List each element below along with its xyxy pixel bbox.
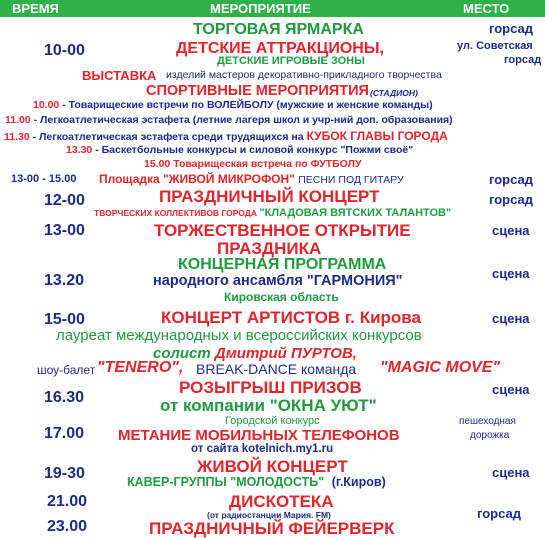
- relay-workers-text: - Легкоатлетическая эстафета среди трудящихся на: [32, 131, 304, 143]
- kids-time: 10-00: [44, 42, 85, 59]
- harm-subtitle: народного ансамбля "ГАРМОНИЯ": [153, 273, 403, 289]
- prize-title: РОЗЫГРЫШ ПРИЗОВ: [179, 378, 362, 397]
- art-soloist-name: Дмитрий ПУРТОВ,: [214, 345, 357, 362]
- mic-place: горсад: [489, 172, 533, 187]
- fireworks-title: ПРАЗДНИЧНЫЙ ФЕЙЕРВЕРК: [149, 519, 395, 538]
- disco-title: ДИСКОТЕКА: [229, 492, 334, 511]
- sport-title: СПОРТИВНЫЕ МЕРОПРИЯТИЯ: [146, 83, 369, 99]
- live-sub: [127, 476, 386, 489]
- live-band: КАВЕР-ГРУППЫ "МОЛОДОСТЬ": [127, 475, 325, 489]
- basketball-text: - Баскетбольные конкурсы и силовой конкурс "Пожми своё": [95, 144, 414, 156]
- art-soloist: [153, 346, 357, 361]
- mic-row: [99, 173, 404, 186]
- mic-title: Площадка "ЖИВОЙ МИКРОФОН": [99, 172, 295, 186]
- fair-place: горсад: [489, 21, 533, 36]
- art-magic: "MAGIC MOVE": [380, 359, 501, 376]
- phone-site: от сайта kotelnich.my1.ru: [191, 443, 334, 455]
- relay-camps-time: 11.00: [5, 114, 31, 126]
- disco-subtitle: (от радиостанции Мария. FM): [207, 510, 331, 520]
- volleyball-text: - Товарищеские встречи по ВОЛЕЙБОЛУ (мужские и женские команды): [62, 99, 433, 111]
- harm-place: сцена: [492, 266, 530, 281]
- art-place: сцена: [492, 311, 530, 326]
- fest-sub-collectives: ТВОРЧЕСКИХ КОЛЛЕКТИВОВ ГОРОДА: [94, 208, 258, 218]
- phone-title: МЕТАНИЕ МОБИЛЬНЫХ ТЕЛЕФОНОВ: [118, 427, 400, 444]
- basketball-time: 13.30: [66, 144, 93, 156]
- art-time: 15-00: [44, 311, 85, 328]
- open-title-line1: ТОРЖЕСТВЕННОЕ ОТКРЫТИЕ: [154, 221, 411, 240]
- phone-contest-label: Городской конкурс: [225, 415, 320, 427]
- prize-place: сцена: [492, 382, 530, 397]
- live-time: 19-30: [44, 465, 85, 482]
- football-text: Товарищеская встреча по ФУТБОЛУ: [173, 158, 362, 170]
- fair-title: ТОРГОВАЯ ЯРМАРКА: [193, 21, 364, 38]
- live-city: (г.Киров): [331, 475, 386, 489]
- relay-camps-text: - Легкоатлетическая эстафета (летние лагеря школ и учр-ний доп. образования): [33, 114, 453, 126]
- sport-place: (СТАДИОН): [370, 88, 418, 98]
- football-time: 15.00: [144, 158, 171, 170]
- mic-time: 13-00 - 15.00: [11, 173, 77, 185]
- fest-sub: [94, 208, 451, 219]
- header-place: МЕСТО: [463, 1, 510, 16]
- fest-place: горсад: [489, 192, 533, 207]
- art-show-label: шоу-балет: [37, 363, 96, 377]
- prize-time: 16.30: [44, 389, 85, 406]
- volleyball-time: 10.00: [33, 99, 60, 111]
- phone-time: 17.00: [44, 425, 85, 442]
- open-title-line2: ПРАЗДНИКА: [217, 239, 322, 258]
- relay-workers-time: 11.30: [4, 131, 30, 143]
- fest-sub-name: "КЛАДОВАЯ ВЯТСКИХ ТАЛАНТОВ": [259, 207, 452, 219]
- art-laureate: лауреат международных и всероссийских конкурсов: [56, 327, 422, 344]
- disco-place: горсад: [477, 506, 521, 521]
- prize-subtitle: от компании "ОКНА УЮТ": [160, 396, 377, 415]
- open-place: сцена: [492, 223, 530, 238]
- fest-time: 12-00: [44, 192, 85, 209]
- sport-item-volleyball: [33, 100, 433, 111]
- kids-title: ДЕТСКИЕ АТТРАКЦИОНЫ,: [176, 40, 384, 57]
- harm-region: Кировская область: [224, 290, 339, 304]
- fireworks-time: 23.00: [47, 518, 88, 535]
- header-bar: [0, 0, 545, 17]
- relay-workers-cup: КУБОК ГЛАВЫ ГОРОДА: [306, 129, 448, 143]
- kids-place-street: ул. Советская: [457, 40, 533, 52]
- art-title: КОНЦЕРТ АРТИСТОВ г. Кирова: [161, 308, 421, 327]
- art-tenero: "TENERO",: [97, 359, 184, 376]
- mic-songs: ПЕСНИ ПОД ГИТАРУ: [298, 174, 404, 186]
- sport-item-basketball: [66, 145, 413, 156]
- harm-title: КОНЦЕРНАЯ ПРОГРАММА: [178, 256, 387, 273]
- header-time: ВРЕМЯ: [12, 1, 59, 16]
- sport-item-relay-workers: [4, 130, 448, 143]
- art-breakdance: BREAK-DANCE команда: [196, 361, 357, 377]
- header-event: МЕРОПРИЯТИЕ: [210, 1, 311, 16]
- expo-word: ВЫСТАВКА: [82, 68, 157, 83]
- kids-subtitle: ДЕТСКИЕ ИГРОВЫЕ ЗОНЫ: [217, 55, 365, 67]
- harm-time: 13.20: [44, 272, 85, 289]
- disco-time: 21.00: [47, 493, 88, 510]
- phone-place-line2: дорожка: [470, 430, 510, 441]
- open-time: 13-00: [44, 222, 85, 239]
- sport-item-relay-camps: [5, 115, 453, 126]
- sport-item-football: [144, 159, 362, 170]
- expo-text: изделий мастеров декоративно-прикладного творчества: [166, 69, 442, 81]
- kids-place-garden: горсад: [504, 54, 542, 66]
- art-soloist-label: солист: [153, 345, 211, 362]
- live-title: ЖИВОЙ КОНЦЕРТ: [197, 457, 348, 476]
- live-place: сцена: [492, 465, 530, 480]
- fest-title: ПРАЗДНИЧНЫЙ КОНЦЕРТ: [159, 187, 380, 206]
- phone-place-line1: пешеходная: [459, 416, 516, 427]
